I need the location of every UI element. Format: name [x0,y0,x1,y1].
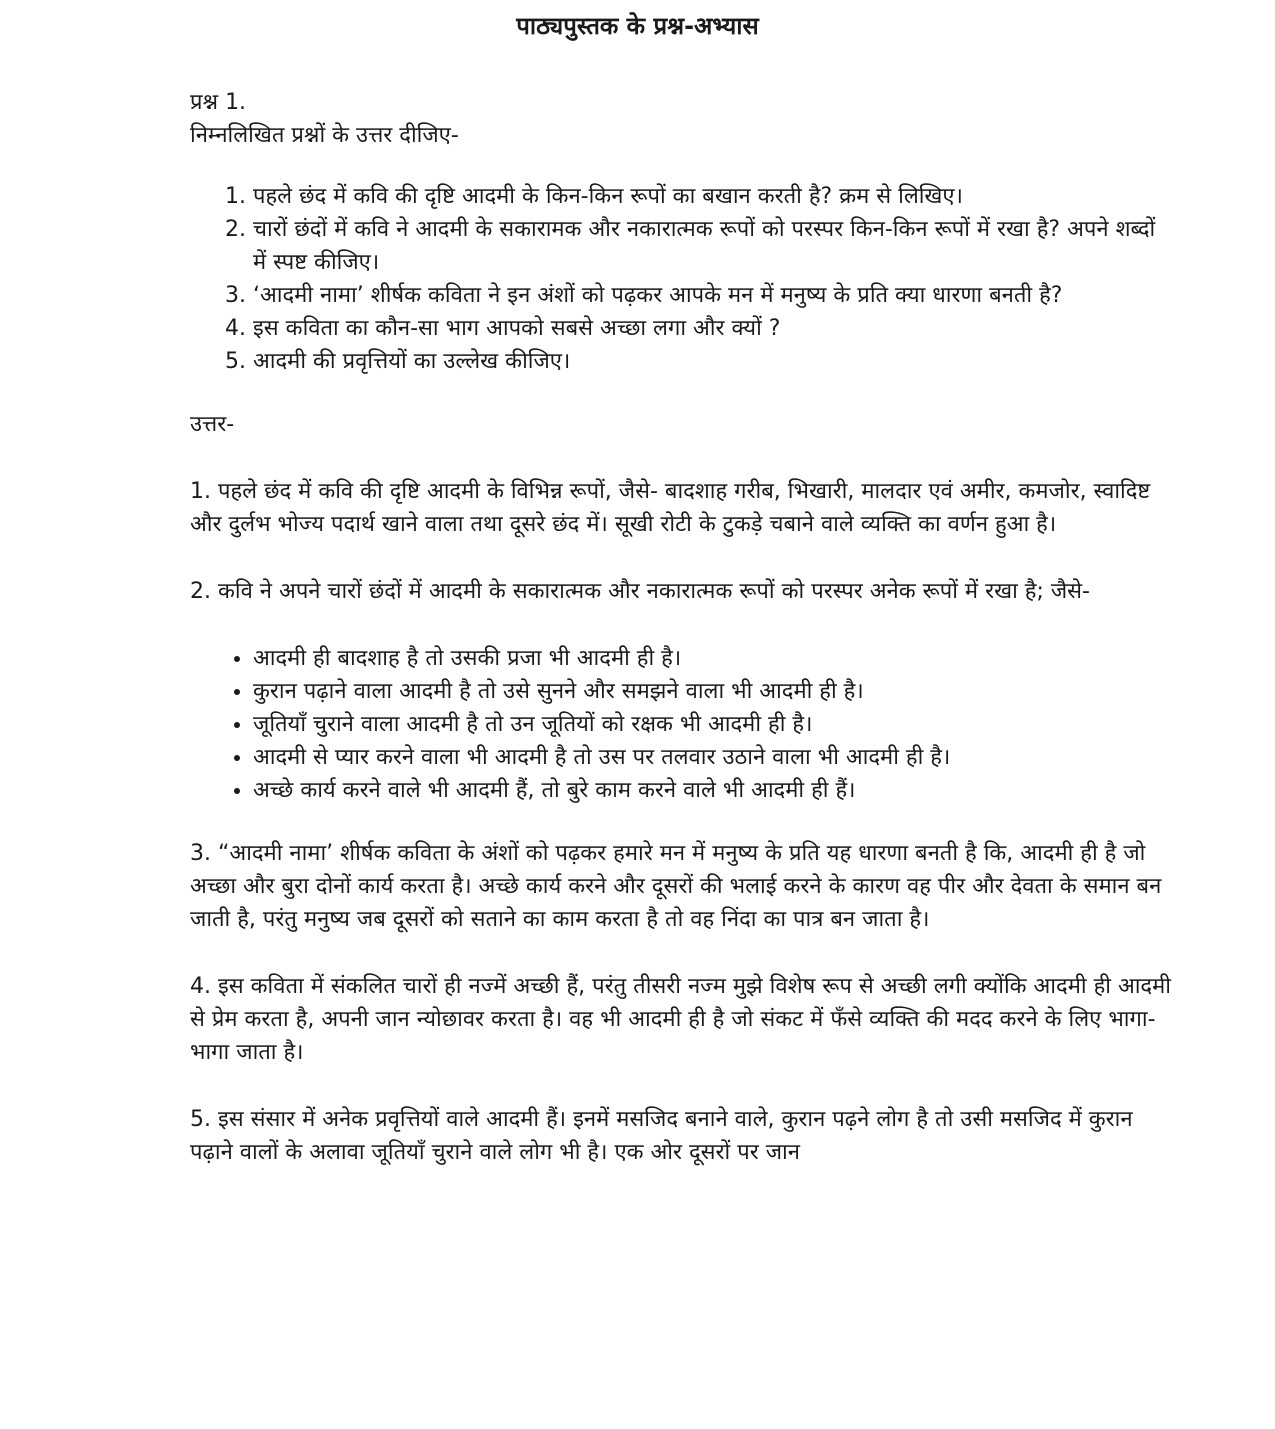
example-item: • आदमी ही बादशाह है तो उसकी प्रजा भी आदमी ही है। [253,642,1175,675]
answer-2-examples [190,642,1175,807]
question-item: 5. आदमी की प्रवृत्तियों का उल्लेख कीजिए। [253,345,1175,378]
answer-3: 3. “आदमी नामा’ शीर्षक कविता के अंशों को पढ़कर हमारे मन में मनुष्य के प्रति यह धारणा बनती है कि, आदमी ही है जो अच्छा और बुरा दोनों कार्य करता है। अच्छे कार्य करने और दूसरों की भलाई करने के कारण वह पीर और देवता के समान बन जाती है, परंतु मनुष्य जब दूसरों को सताने का काम करता है तो वह निंदा का पात्र बन जाता है। [190,841,1162,932]
example-item: • अच्छे कार्य करने वाले भी आदमी हैं, तो बुरे काम करने वाले भी आदमी ही हैं। [253,774,1175,807]
question-item: 2. चारों छंदों में कवि ने आदमी के सकारामक और नकारात्मक रूपों को परस्पर किन-किन रूपों में रखा है? अपने शब्दों में स्पष्ट कीजिए। [253,213,1175,279]
content-area [190,86,1175,1169]
answer-4: 4. इस कविता में संकलित चारों ही नज्में अच्छी हैं, परंतु तीसरी नज्म मुझे विशेष रूप से अच्छी लगी क्योंकि आदमी ही आदमी से प्रेम करता है, अपनी जान न्योछावर करता है। वह भी आदमी ही है जो संकट में फँसे व्यक्ति की मदद करने के लिए भागा-भागा जाता है। [190,974,1171,1065]
answer-5: 5. इस संसार में अनेक प्रवृत्तियों वाले आदमी हैं। इनमें मसजिद बनाने वाले, कुरान पढ़ने लोग है तो उसी मसजिद में कुरान पढ़ाने वालों के अलावा जूतियाँ चुराने वाले लोग भी है। एक ओर दूसरों पर जान [190,1107,1133,1165]
question-instruction: निम्नलिखित प्रश्नों के उत्तर दीजिए- [190,123,459,148]
question-item: 4. इस कविता का कौन-सा भाग आपको सबसे अच्छा लगा और क्यों ? [253,312,1175,345]
answer-label: उत्तर- [190,412,235,437]
question-label: प्रश्न 1. [190,90,247,115]
example-item: • जूतियाँ चुराने वाला आदमी है तो उन जूतियों को रक्षक भी आदमी ही है। [253,708,1175,741]
answer-2-intro: 2. कवि ने अपने चारों छंदों में आदमी के सकारात्मक और नकारात्मक रूपों को परस्पर अनेक रूपों में रखा है; जैसे- [190,579,1090,604]
question-list [190,180,1175,378]
answer-1: 1. पहले छंद में कवि की दृष्टि आदमी के विभिन्न रूपों, जैसे- बादशाह गरीब, भिखारी, मालदार एवं अमीर, कमजोर, स्वादिष्ट और दुर्लभ भोज्य पदार्थ खाने वाला तथा दूसरे छंद में। सूखी रोटी के टुकड़े चबाने वाले व्यक्ति का वर्णन हुआ है। [190,479,1151,537]
question-item: 1. पहले छंद में कवि की दृष्टि आदमी के किन-किन रूपों का बखान करती है? क्रम से लिखिए। [253,180,1175,213]
example-item: • कुरान पढ़ाने वाला आदमी है तो उसे सुनने और समझने वाला भी आदमी ही है। [253,675,1175,708]
page-title: पाठ्यपुस्तक के प्रश्न-अभ्यास [516,12,759,40]
example-item: • आदमी से प्यार करने वाला भी आदमी है तो उस पर तलवार उठाने वाला भी आदमी ही है। [253,741,1175,774]
question-item: 3. ‘आदमी नामा’ शीर्षक कविता ने इन अंशों को पढ़कर आपके मन में मनुष्य के प्रति क्या धारणा बनती है? [253,279,1175,312]
